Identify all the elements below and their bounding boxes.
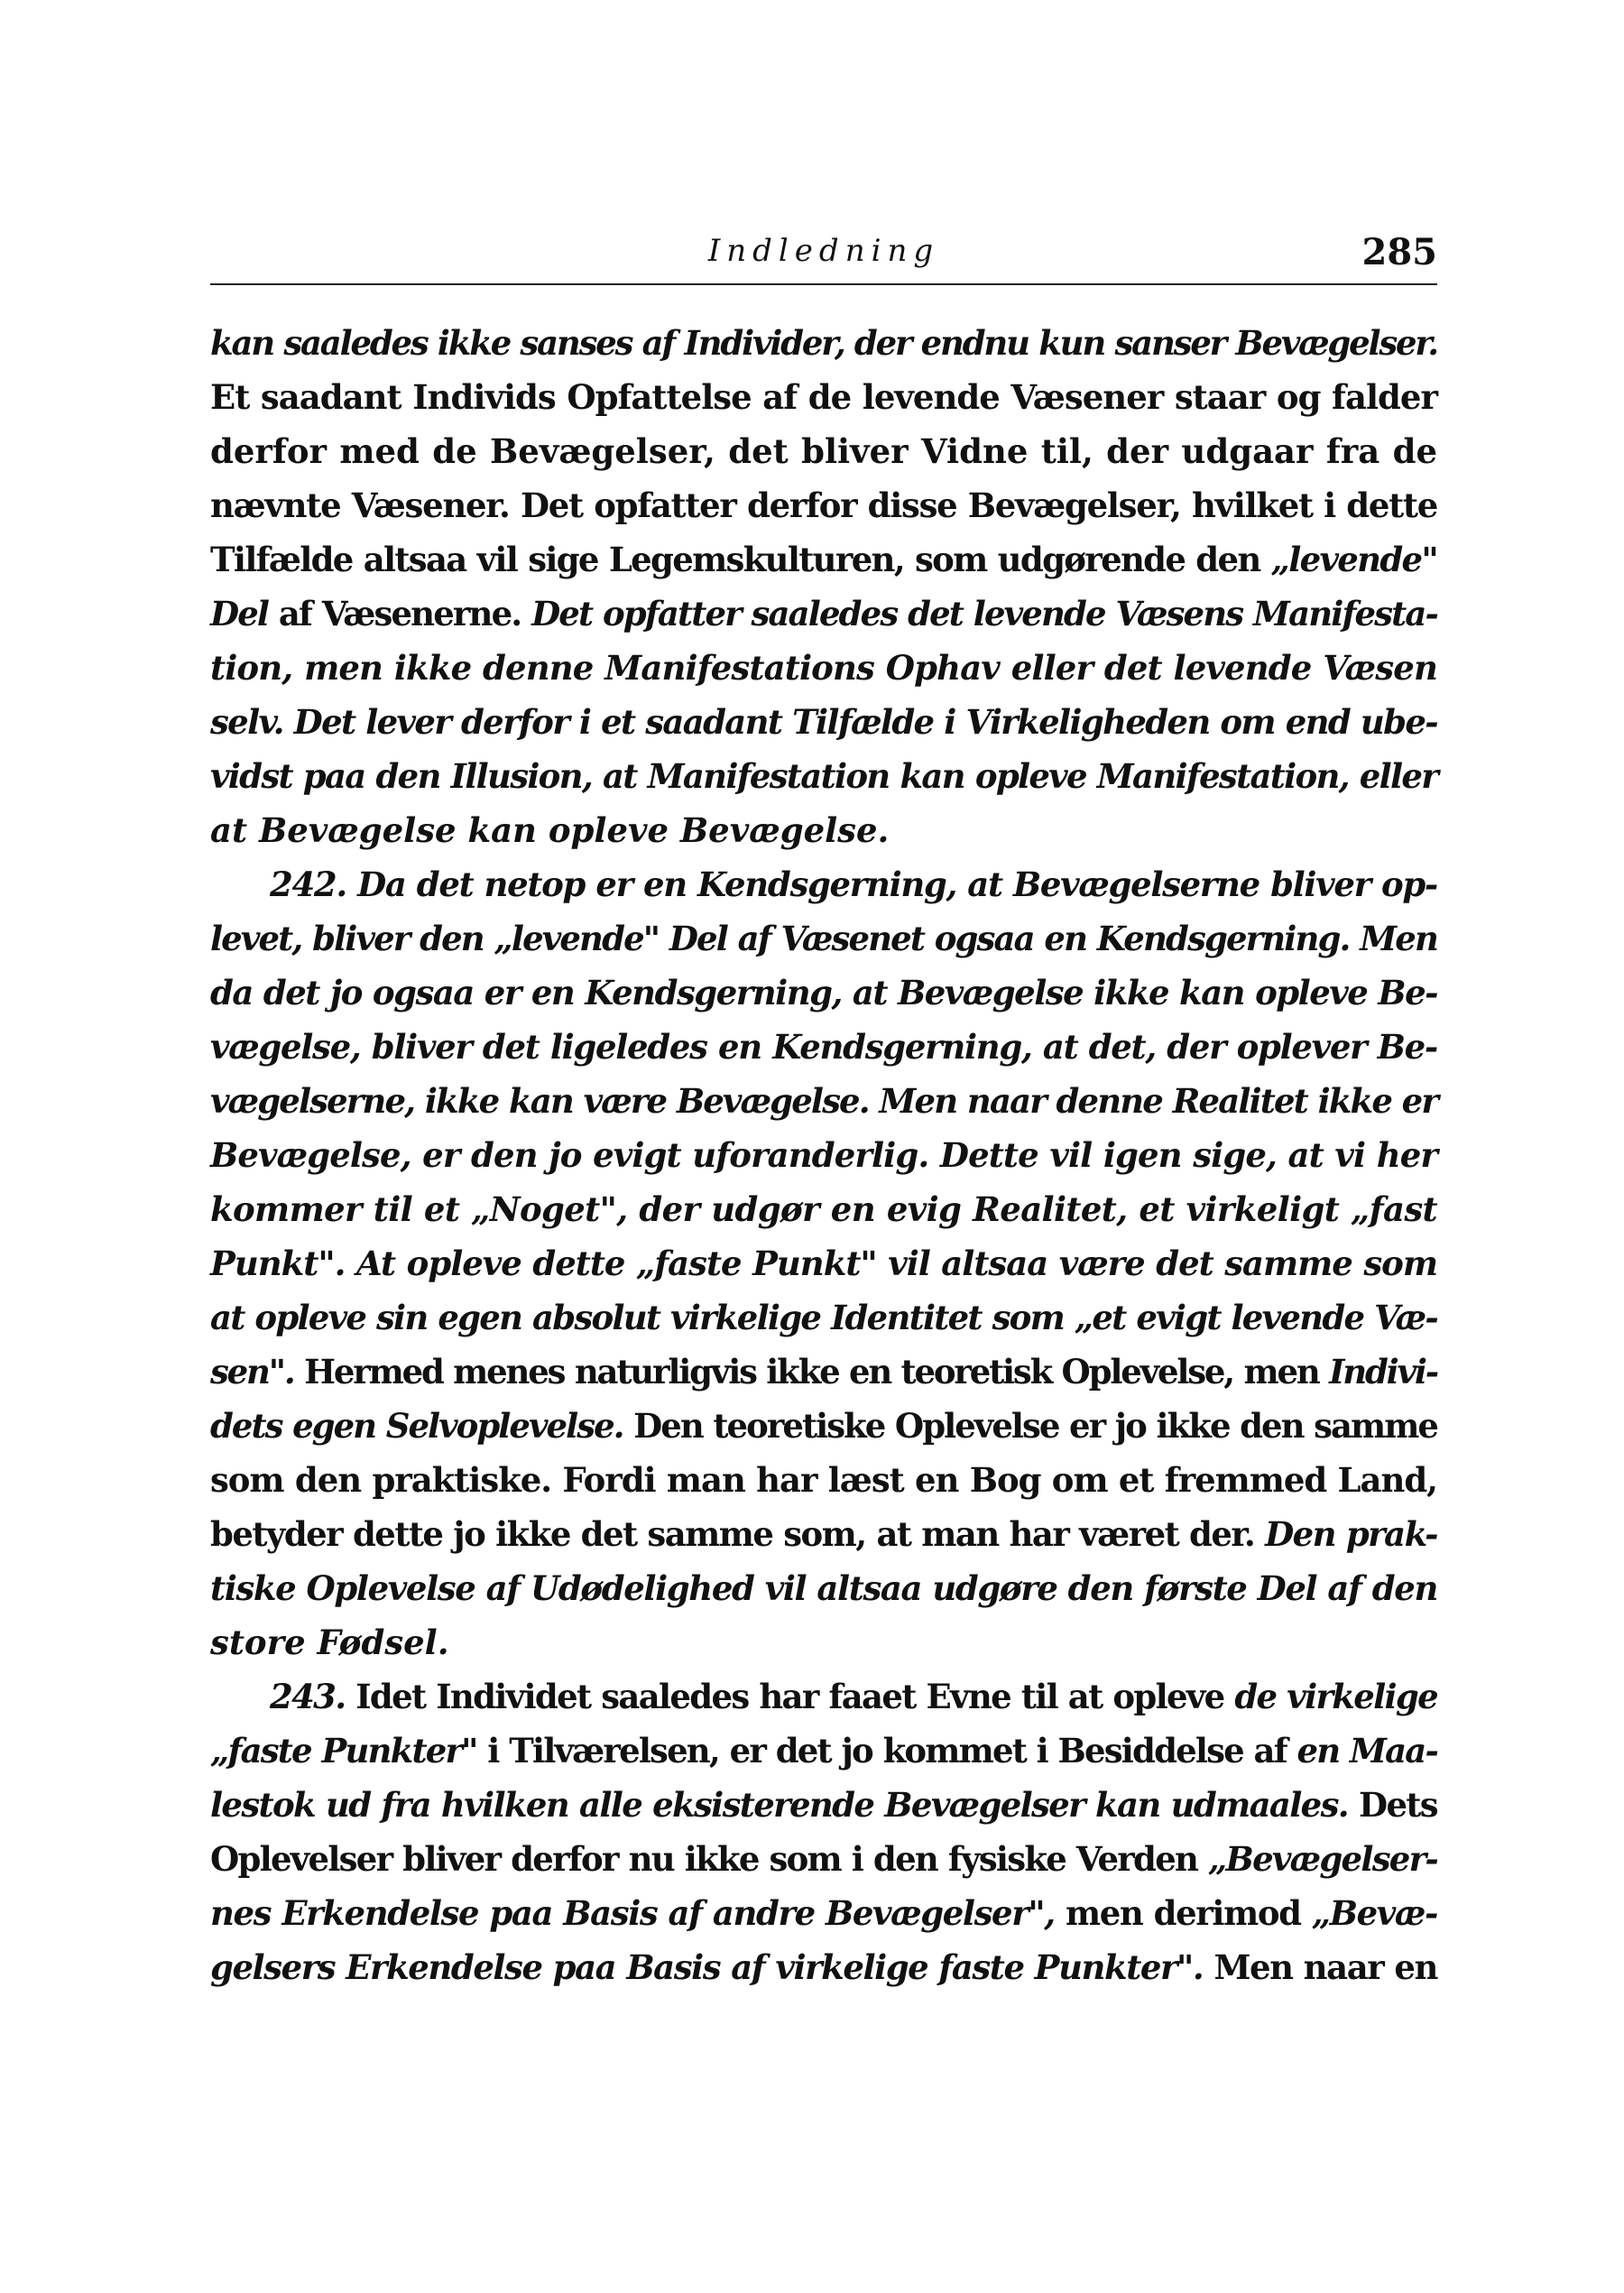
italic-text-segment: levet, bliver den „levende" Del af Væsenet ogsaa en Kendsgerning. Men [210, 919, 1437, 958]
italic-text-segment: tion, men ikke denne Manifestations Ophav eller det levende Væsen [210, 648, 1437, 688]
text-segment: Men naar en [1203, 1947, 1437, 1987]
text-line [210, 857, 1437, 911]
italic-text-segment: Indivi- [1329, 1352, 1437, 1392]
text-line [210, 1128, 1437, 1182]
text-segment: som den praktiske. Fordi man har læst en Bog om et fremmed Land, [210, 1460, 1437, 1500]
text-segment: Tilfælde altsaa vil sige Legemskulturen, som udgørende den [210, 540, 1271, 579]
italic-text-segment: vægelse, bliver det ligeledes en Kendsgerning, at det, der oplever Be- [210, 1027, 1437, 1067]
page-number: 285 [1361, 231, 1437, 273]
italic-text-segment: store Fødsel. [210, 1623, 449, 1662]
italic-text-segment: kan saaledes ikke sanses af Individer, der endnu kun sanser Bevægelser. [210, 323, 1437, 363]
chapter-title: Indledning [707, 233, 940, 269]
text-line [210, 1182, 1437, 1236]
text-segment: Idet Individet saaledes har faaet Evne til at opleve [345, 1677, 1235, 1716]
text-line [210, 424, 1437, 478]
italic-text-segment: selv. Det lever derfor i et saadant Tilfælde i Virkeligheden om end ube- [210, 702, 1437, 742]
italic-text-segment: „faste Punkter" [210, 1731, 477, 1771]
text-line [210, 1453, 1437, 1507]
text-line [210, 1724, 1437, 1778]
italic-text-segment: vidst paa den Illusion, at Manifestation kan opleve Manifestation, eller [210, 756, 1437, 796]
text-segment: Hermed menes naturligvis ikke en teoretisk Oplevelse, men [293, 1352, 1330, 1392]
italic-text-segment: da det jo ogsaa er en Kendsgerning, at Bevægelse ikke kan opleve Be- [210, 973, 1437, 1012]
text-line [210, 1507, 1437, 1561]
text-segment: Et saadant Individs Opfattelse af de levende Væsener staar og falder [210, 377, 1437, 417]
text-line [210, 1669, 1437, 1724]
text-line [210, 316, 1437, 370]
text-line [210, 1940, 1437, 1994]
italic-text-segment: lestok ud fra hvilken alle eksisterende Bevægelser kan udmaales. [210, 1785, 1348, 1825]
italic-text-segment: nes Erkendelse paa Basis af andre Bevægelser", [210, 1893, 1055, 1933]
text-line [210, 1020, 1437, 1074]
text-segment: derfor med de Bevægelser, det bliver Vidne til, der udgaar fra de [210, 431, 1437, 471]
text-line [210, 532, 1437, 587]
text-line [210, 911, 1437, 966]
italic-text-segment: sen". [210, 1352, 294, 1392]
text-line [210, 1778, 1437, 1832]
italic-text-segment: Bevægelse, er den jo evigt uforanderlig. Dette vil igen sige, at vi her [210, 1135, 1437, 1175]
text-segment: Oplevelser bliver derfor nu ikke som i den fysiske Verden [210, 1839, 1208, 1879]
text-line [210, 749, 1437, 803]
italic-text-segment: en Maa- [1296, 1731, 1437, 1771]
italic-text-segment: Del [210, 594, 269, 633]
text-line [210, 1561, 1437, 1615]
text-segment: Den teoretiske Oplevelse er jo ikke den samme [623, 1406, 1437, 1446]
italic-text-segment: 243. [270, 1677, 346, 1716]
text-line [210, 641, 1437, 695]
italic-text-segment: Det opfatter saaledes det levende Væsens Manifesta- [531, 594, 1437, 633]
text-line [210, 695, 1437, 749]
italic-text-segment: 242. Da det netop er en Kendsgerning, at Bevægelserne bliver op- [270, 864, 1437, 904]
text-segment: betyder dette jo ikke det samme som, at man har været der. [210, 1514, 1266, 1554]
text-line [210, 1236, 1437, 1290]
italic-text-segment: dets egen Selvoplevelse. [210, 1406, 623, 1446]
text-line [210, 478, 1437, 532]
text-line [210, 1399, 1437, 1453]
italic-text-segment: „Bevæ- [1311, 1893, 1437, 1933]
italic-text-segment: Punkt". At opleve dette „faste Punkt" vil altsaa være det samme som [210, 1244, 1437, 1283]
text-line [210, 1615, 1437, 1669]
italic-text-segment: „Bevægelser- [1208, 1839, 1437, 1879]
italic-text-segment: at Bevægelse kan opleve Bevægelse. [210, 810, 890, 850]
italic-text-segment: tiske Oplevelse af Udødelighed vil altsaa udgøre den første Del af den [210, 1568, 1437, 1608]
italic-text-segment: at opleve sin egen absolut virkelige Identitet som „et evigt levende Væ- [210, 1298, 1437, 1337]
text-line [210, 966, 1437, 1020]
text-segment: i Tilværelsen, er det jo kommet i Besiddelse af [476, 1731, 1297, 1771]
text-segment: Dets [1348, 1785, 1437, 1825]
text-line [210, 1345, 1437, 1399]
text-line [210, 1886, 1437, 1940]
text-line [210, 803, 1437, 857]
italic-text-segment: de virkelige [1234, 1677, 1437, 1716]
text-line [210, 587, 1437, 641]
text-line [210, 1074, 1437, 1128]
text-segment: af Væsenerne. [268, 594, 532, 633]
running-head [210, 227, 1437, 285]
italic-text-segment: „levende" [1270, 540, 1437, 579]
text-line [210, 370, 1437, 424]
text-line [210, 1832, 1437, 1886]
body-text [210, 316, 1437, 1994]
text-segment: nævnte Væsener. Det opfatter derfor disse Bevægelser, hvilket i dette [210, 485, 1437, 525]
text-segment: men derimod [1054, 1893, 1312, 1933]
text-line [210, 1290, 1437, 1345]
italic-text-segment: vægelserne, ikke kan være Bevægelse. Men naar denne Realitet ikke er [210, 1081, 1437, 1121]
italic-text-segment: Den prak- [1265, 1514, 1437, 1554]
italic-text-segment: gelsers Erkendelse paa Basis af virkelige faste Punkter". [210, 1947, 1204, 1987]
italic-text-segment: kommer til et „Noget", der udgør en evig Realitet, et virkeligt „fast [210, 1189, 1437, 1229]
